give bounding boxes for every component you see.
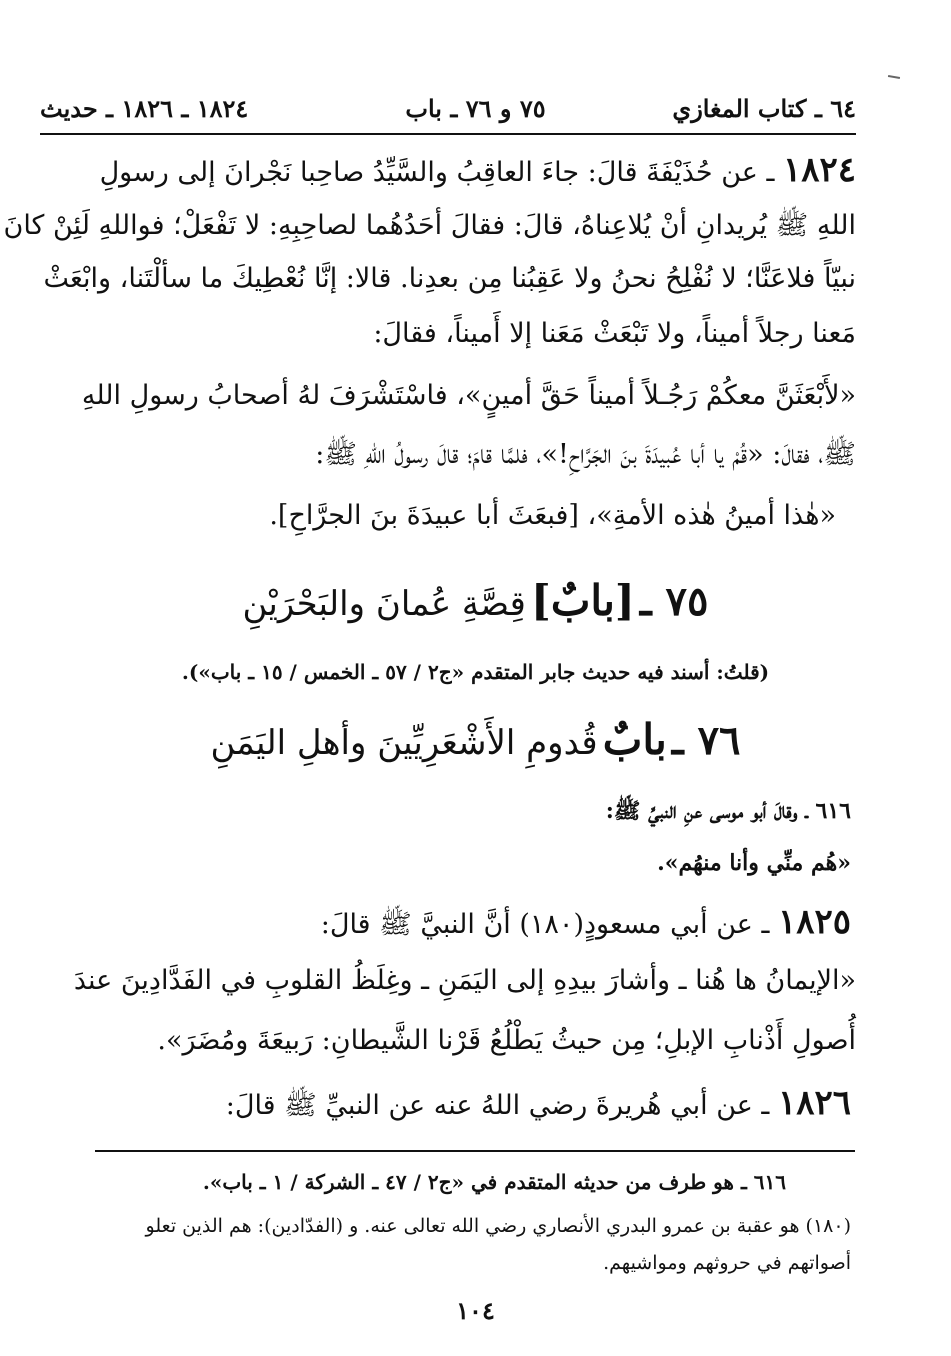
chapter-bab-label: بابٌ [602,715,667,764]
hadith-1824-line-1 [100,150,856,190]
hadith-1824-line-5: «لأَبْعَثَنَّ معكُمْ رَجُـلاً أميناً حَقَّ أمينٍ»، فاسْتَشْرَفَ لهُ أصحابُ رسولِ اللهِ [81,380,856,411]
chapter-75-heading [0,576,951,625]
hadith-1824-line-4: مَعنا رجلاً أميناً، ولا تَبْعَثْ مَعَنا إلا أَميناً، فقالَ: [373,318,856,349]
chapter-75-note [0,660,951,684]
chapter-number: ٧٥ ـ [639,578,709,625]
header-rule [40,133,856,135]
hadith-text: ـ عن حُذَيْفَةَ قالَ: جاءَ العاقِبُ والسَّيِّدُ صاحِبا نَجْرانَ إلى رسولِ [99,157,775,188]
hadith-number: ١٨٢٤ [782,150,856,190]
hadith-text: ـ عن أبي هُريرةَ رضي اللهُ عنه عن النبيِّ ﷺ قالَ: [225,1090,770,1121]
scan-mark [888,75,900,79]
hadith-1825-line-3: أُصولِ أَذْنابِ الإبلِ؛ مِن حيثُ يَطْلُعُ قَرْنا الشَّيطانِ: رَبيعَةَ ومُضَرَ». [157,1025,856,1056]
footnote-separator [95,1150,855,1152]
hadith-1824-line-6: ﷺ، فقالَ: «قُمْ يا أبا عُبيدَةَ بنَ الجَرَّاحِ!»، فلمَّا قامَ؛ قالَ رسولُ اللهِ ﷺ: [315,439,856,470]
hadith-number: ١٨٢٦ [777,1083,851,1123]
header-hadith-range: ١٨٢٤ ـ ١٨٢٦ ـ حديث [40,94,249,123]
chapter-number: ٧٦ ـ [671,717,741,764]
chapter-note-text: (قلتُ: أسند فيه حديث جابر المتقدم «ج٢ / ٥٧ ـ الخمس / ١٥ ـ باب»). [181,660,770,684]
hadith-1826-line-1 [226,1083,851,1128]
hadith-number: ١٨٢٥ [777,902,851,942]
hadith-1825-line-1 [321,902,851,947]
footnote-616: ٦١٦ ـ هو طرف من حديثه المتقدم في «ج٢ / ٤٧ ـ الشركة / ١ ـ باب». [202,1170,786,1194]
chapter-title: قِصَّةِ عُمانَ والبَحْرَيْنِ [242,584,526,624]
hadith-1825-line-2: «الإيمانُ ها هُنا ـ وأشارَ بيدِهِ إلى اليَمَنِ ـ وغِلَظُ القلوبِ في الفَدَّادِينَ عندَ [73,965,856,996]
hadith-1824-line-7: «هٰذا أمينُ هٰذه الأمةِ»، [فبعَثَ أبا عبيدَةَ بنَ الجرَّاحِ]. [269,500,836,531]
header-book-title: ٦٤ ـ كتاب المغازي [672,94,856,123]
hadith-text: ـ عن أبي مسعودٍ(١٨٠) أنَّ النبيَّ ﷺ قالَ: [320,909,770,940]
header-chapters-text: ٧٥ و ٧٦ ـ باب [405,94,546,123]
footnote-180-line-1: (١٨٠) هو عقبة بن عمرو البدري الأنصاري رضي الله تعالى عنه. و (الفدّادين): هم الذين تعلو [145,1215,851,1237]
hadith-1824-line-2: اللهِ ﷺ يُريدانِ أنْ يُلاعِناهُ، قالَ: فقالَ أحَدُهُما لصاحِبِهِ: لا تَفْعَلْ؛ فواللهِ لَئِنْ كانَ [3,210,856,241]
page-number-text: ١٠٤ [456,1296,495,1325]
chapter-76-heading [0,715,951,764]
page-number [0,1296,951,1325]
mualaq-616-quote: «هُم منِّي وأنا منهُم». [657,850,851,876]
chapter-title: قُدومِ الأَشْعَرِيِّينَ وأهلِ اليَمَنِ [210,723,598,763]
hadith-1824-line-3: نبيّاً فلاعَنَّا؛ لا نُفْلِحُ نحنُ ولا عَقِبُنا مِن بعدِنا. قالا: إنَّا نُعْطِيكَ ما سألْتَنا، وابْعَثْ [43,263,856,294]
footnote-180-line-2: أصواتهم في حروثهم ومواشيهم. [603,1252,851,1274]
chapter-bab-label: [بابٌ] [530,576,635,625]
mualaq-616: ٦١٦ ـ وقالَ أبو موسى عنِ النبيِّ ﷺ: [605,798,851,824]
